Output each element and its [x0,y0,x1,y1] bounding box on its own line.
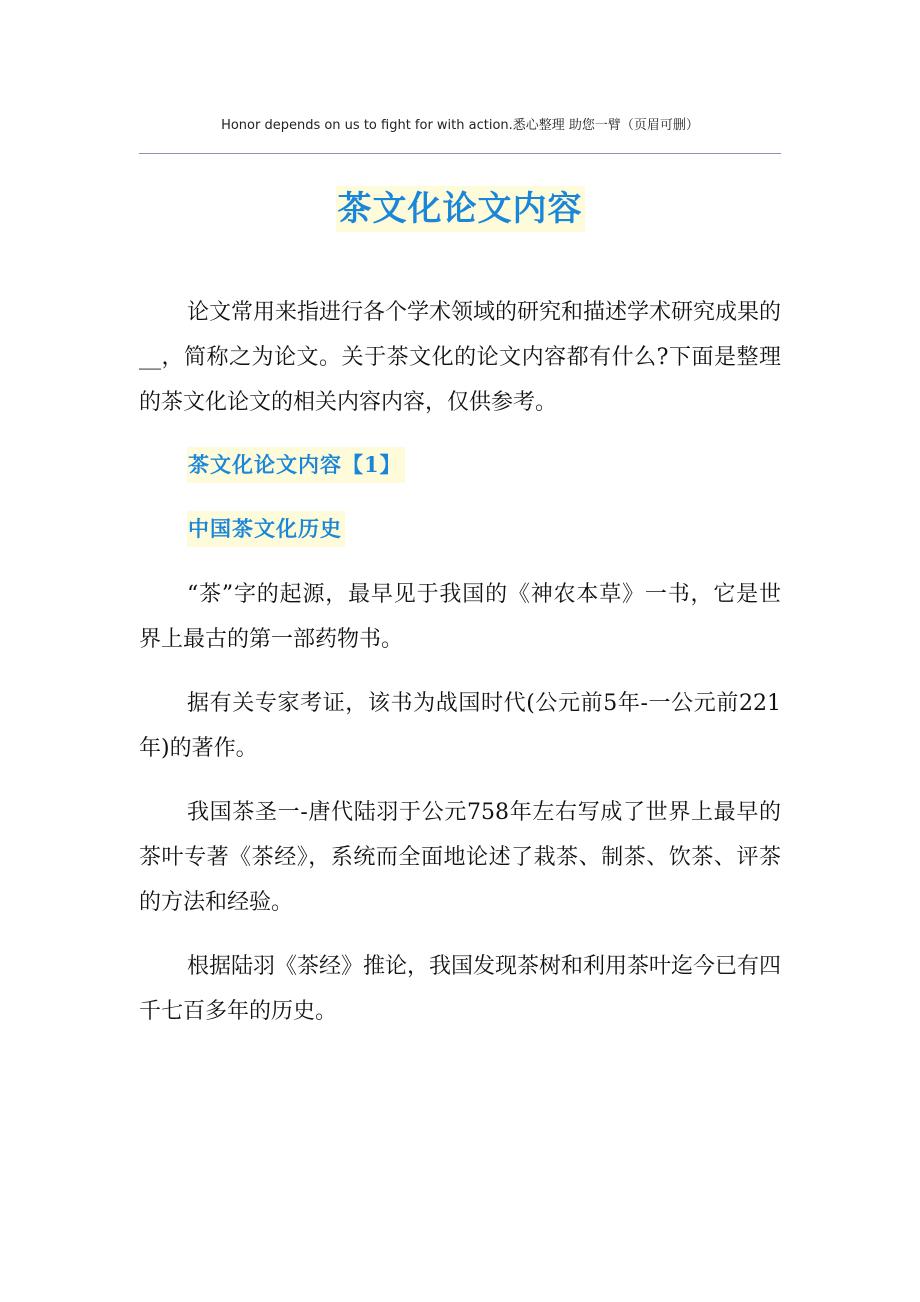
body-paragraph: 根据陆羽《茶经》推论，我国发现茶树和利用茶叶迄今已有四千七百多年的历史。 [139,954,782,1024]
document-body [139,290,781,1053]
body-paragraph: 据有关专家考证，该书为战国时代(公元前5年-一公元前221年)的著作。 [139,691,781,761]
header-divider [139,153,781,154]
intro-paragraph: 论文常用来指进行各个学术领域的研究和描述学术研究成果的__，简称之为论文。关于茶文化的论文内容都有什么?下面是整理的茶文化论文的相关内容内容，仅供参考。 [139,300,782,415]
section-heading-text: 茶文化论文内容【1】 [187,447,405,483]
page-header: Honor depends on us to fight for with action.悉心整理 助您一臂（页眉可删） [221,118,699,133]
title-container [0,186,920,232]
subsection-heading-text: 中国茶文化历史 [187,511,345,547]
body-paragraph: 我国茶圣一-唐代陆羽于公元758年左右写成了世界上最早的茶叶专著《茶经》，系统而全面地论述了栽茶、制茶、饮茶、评茶的方法和经验。 [139,800,781,915]
body-paragraph: “茶”字的起源，最早见于我国的《神农本草》一书，它是世界上最古的第一部药物书。 [139,582,781,652]
section-heading [187,444,781,489]
subsection-heading [187,508,781,553]
document-title: 茶文化论文内容 [336,186,585,232]
